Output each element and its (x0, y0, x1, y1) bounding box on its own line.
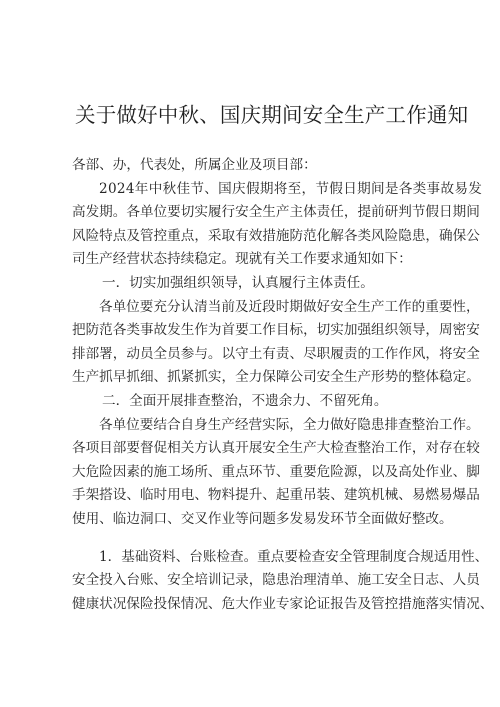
paragraph-line: 使用、临边洞口、交叉作业等问题多发易发环节全面做好整改。 (72, 510, 453, 527)
paragraph-line: 各单位要结合自身生产经营实际，全力做好隐患排查整治工作。 (99, 416, 480, 433)
paragraph-line: 大危险因素的施工场所、重点环节、重要危险源，以及高处作业、脚 (72, 463, 480, 480)
paragraph-section-2 (72, 414, 480, 532)
paragraph-line: 高发期。各单位要切实履行安全生产主体责任，提前研判节假日期间 (72, 204, 480, 221)
paragraph-line: 生产抓早抓细、抓紧抓实，全力保障公司安全生产形势的整体稳定。 (72, 369, 480, 386)
paragraph-line: 风险特点及管控重点，采取有效措施防范化解各类风险隐患，确保公 (72, 227, 480, 244)
paragraph-intro (72, 178, 483, 272)
paragraph-subsection-1 (72, 546, 494, 617)
paragraph-line: 健康状况保险投保情况、危大作业专家论证报告及管控措施落实情况、 (72, 595, 494, 612)
paragraph-line: 各单位要充分认清当前及近段时期做好安全生产工作的重要性， (99, 298, 480, 315)
paragraph-section-1 (72, 296, 480, 390)
paragraph-line: 2024年中秋佳节、国庆假期将至，节假日期间是各类事故易发 (99, 180, 483, 197)
section-heading-1: 一．切实加强组织领导，认真履行主体责任。 (102, 274, 374, 291)
paragraph-gap (72, 532, 432, 546)
paragraph-line: 各项目部要督促相关方认真开展安全生产大检查整治工作，对存在较 (72, 440, 480, 457)
section-heading-2: 二．全面开展排查整治，不遗余力、不留死角。 (102, 392, 388, 409)
document-body (72, 154, 494, 616)
paragraph-line: 安全投入台账、安全培训记录，隐患治理清单、施工安全日志、人员 (72, 572, 480, 589)
paragraph-line: 把防范各类事故发生作为首要工作目标，切实加强组织领导，周密安 (72, 322, 480, 339)
paragraph-line: 排部署，动员全员参与。以守土有责、尽职履责的工作作风，将安全 (72, 345, 480, 362)
paragraph-line: 1．基础资料、台账检查。重点要检查安全管理制度合规适用性、 (99, 548, 489, 565)
document-title: 关于做好中秋、国庆期间安全生产工作通知 (75, 103, 469, 127)
paragraph-line: 司生产经营状态持续稳定。现就有关工作要求通知如下： (72, 251, 412, 268)
salutation: 各部、办，代表处，所属企业及项目部： (72, 157, 317, 173)
paragraph-line: 手架搭设、临时用电、物料提升、起重吊装、建筑机械、易燃易爆品 (72, 487, 480, 504)
